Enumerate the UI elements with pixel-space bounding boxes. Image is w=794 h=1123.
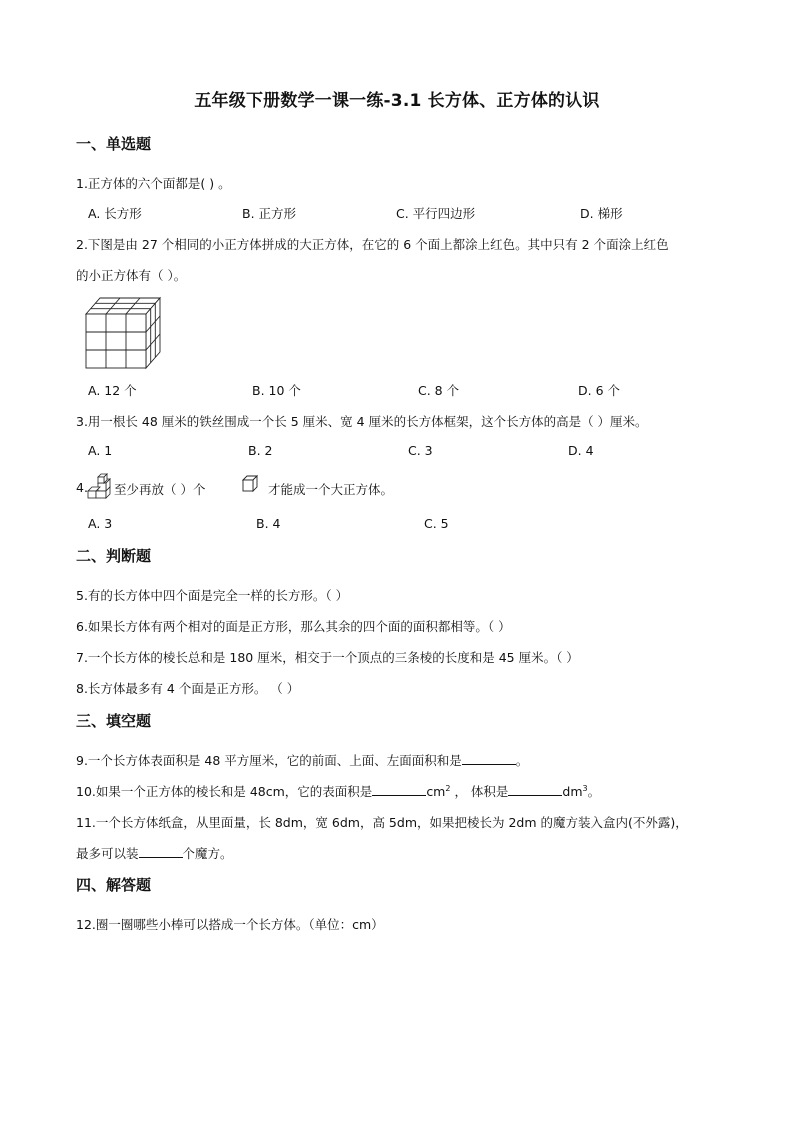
q4-option-c[interactable]: C. 5 (424, 516, 449, 531)
q1-option-a[interactable]: A. 长方形 (88, 206, 142, 221)
question-9-end: 。 (515, 753, 529, 768)
question-8-text: 8.长方体最多有 4 个面是正方形。 （ ） (76, 681, 300, 696)
question-4-mid: 至少再放（ ）个 (114, 482, 206, 497)
question-1-text: 1.正方体的六个面都是( ) 。 (76, 176, 231, 191)
q10-unit-cm: cm (426, 784, 446, 799)
question-7-text: 7.一个长方体的棱长总和是 180 厘米，相交于一个顶点的三条棱的长度和是 45 厘米。（ ） (76, 650, 579, 665)
question-1-options (88, 204, 734, 222)
q1-option-d[interactable]: D. 梯形 (580, 206, 623, 221)
q2-option-a[interactable]: A. 12 个 (88, 383, 137, 398)
q1-option-b[interactable]: B. 正方形 (242, 206, 297, 221)
small-cube-figure (240, 474, 260, 494)
q10-unit-dm-exp: 3 (582, 783, 588, 793)
question-5-text: 5.有的长方体中四个面是完全一样的长方形。（ ） (76, 588, 349, 603)
stacked-cubes-figure (86, 471, 112, 499)
question-6-text: 6.如果长方体有两个相对的面是正方形，那么其余的四个面的面积都相等。（ ） (76, 619, 511, 634)
question-11-text: 最多可以装 (76, 846, 139, 861)
question-4-options (88, 516, 734, 534)
q10-area-blank[interactable] (372, 783, 426, 796)
q3-option-a[interactable]: A. 1 (88, 443, 113, 458)
q9-answer-blank[interactable] (462, 752, 516, 765)
section-heading-fill-blank: 三、填空题 (76, 712, 152, 730)
question-11-line-1: 11.一个长方体纸盒，从里面量，长 8dm，宽 6dm，高 5dm，如果把棱长为 2dm 的魔方装入盒内(不外露)， (76, 815, 688, 830)
question-10 (76, 782, 600, 800)
q1-option-c[interactable]: C. 平行四边形 (396, 206, 476, 221)
question-10-end: 。 (587, 784, 601, 799)
page-title: 五年级下册数学一课一练-3.1 长方体、正方体的认识 (194, 91, 600, 111)
q3-option-b[interactable]: B. 2 (248, 443, 273, 458)
q4-option-a[interactable]: A. 3 (88, 516, 113, 531)
q11-answer-blank[interactable] (139, 845, 183, 858)
question-12-text: 12.圈一圈哪些小棒可以搭成一个长方体。（单位：cm） (76, 917, 384, 932)
q2-option-d[interactable]: D. 6 个 (578, 383, 620, 398)
q4-option-b[interactable]: B. 4 (256, 516, 281, 531)
question-2-options (88, 381, 734, 399)
question-3-text: 3.用一根长 48 厘米的铁丝围成一个长 5 厘米、宽 4 厘米的长方体框架，这个长方体的高是（ ）厘米。 (76, 414, 648, 429)
question-2-line-1: 2.下图是由 27 个相同的小正方体拼成的大正方体，在它的 6 个面上都涂上红色。其中只有 2 个面涂上红色 (76, 237, 669, 252)
question-4-prefix: 4. (76, 480, 88, 495)
question-9-text: 9.一个长方体表面积是 48 平方厘米，它的前面、上面、左面面积和是 (76, 753, 462, 768)
q10-unit-dm: dm (562, 784, 583, 799)
question-11-end: 个魔方。 (182, 846, 233, 861)
question-2-line-2: 的小正方体有（ ）。 (76, 268, 187, 283)
q10-unit-cm-exp: 2 (445, 783, 451, 793)
question-9 (76, 751, 528, 769)
cube-27-figure (84, 296, 164, 370)
q2-option-b[interactable]: B. 10 个 (252, 383, 301, 398)
section-heading-true-false: 二、判断题 (76, 547, 152, 565)
q10-volume-blank[interactable] (508, 783, 562, 796)
question-4-suffix: 才能成一个大正方体。 (268, 482, 394, 497)
question-3-options (88, 443, 734, 461)
q3-option-c[interactable]: C. 3 (408, 443, 433, 458)
section-heading-solve: 四、解答题 (76, 876, 152, 894)
question-10-mid: ， 体积是 (450, 784, 509, 799)
q2-option-c[interactable]: C. 8 个 (418, 383, 460, 398)
section-heading-single-choice: 一、单选题 (76, 135, 152, 153)
question-10-text: 10.如果一个正方体的棱长和是 48cm，它的表面积是 (76, 784, 373, 799)
question-11-line-2 (76, 844, 233, 862)
q3-option-d[interactable]: D. 4 (568, 443, 594, 458)
